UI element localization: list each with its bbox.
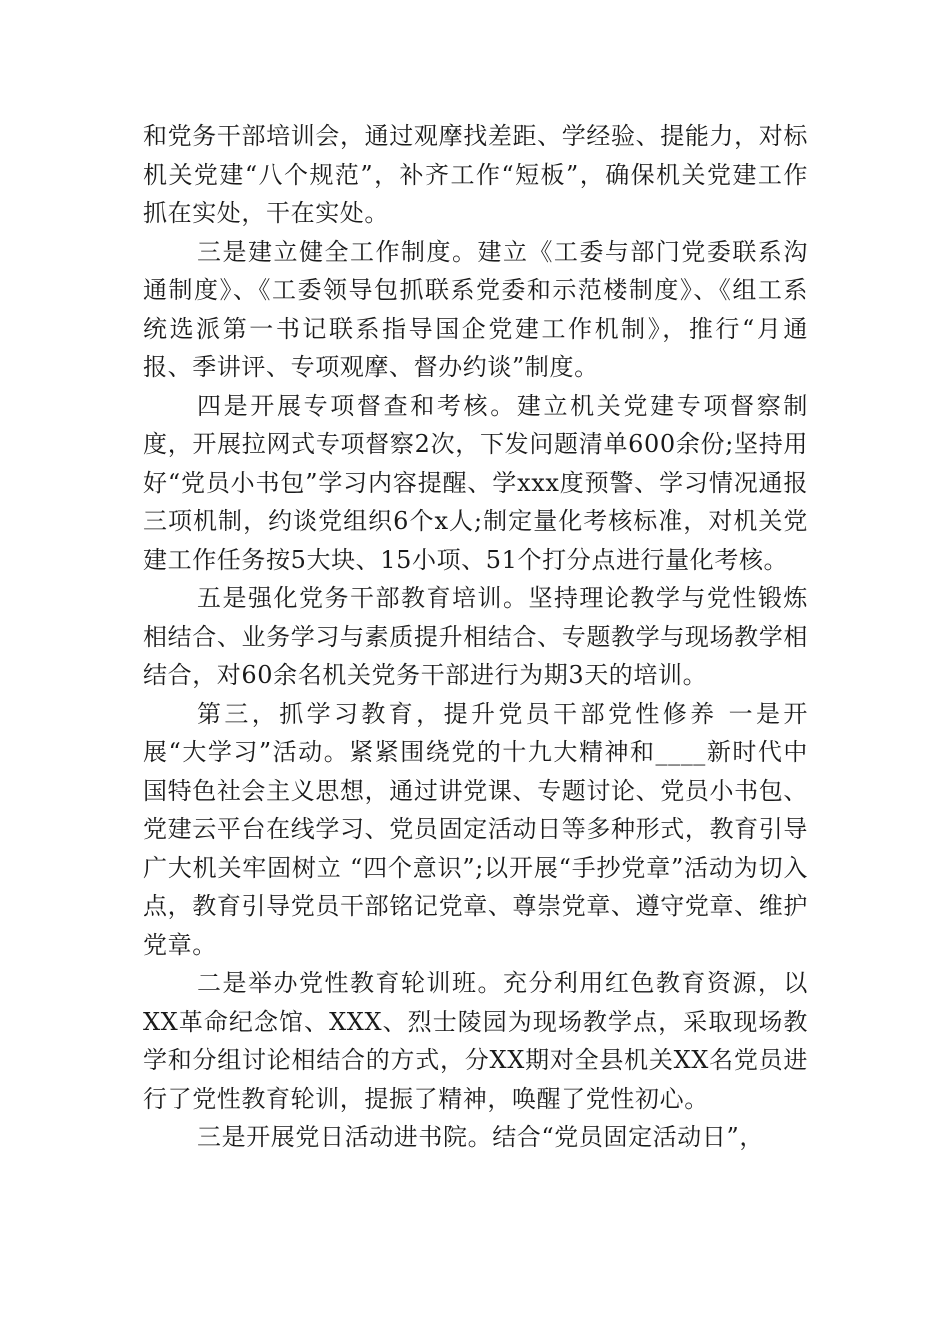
document-page (143, 117, 808, 1157)
paragraph-training-continuation: 和党务干部培训会，通过观摩找差距、学经验、提能力，对标机关党建“八个规范”，补齐工作“短板”，确保机关党建工作抓在实处，干在实处。 (143, 122, 808, 227)
paragraph-party-day: 三是开展党日活动进书院。结合“党员固定活动日”， (197, 1123, 764, 1151)
paragraph-work-system: 三是建立健全工作制度。建立《工委与部门党委联系沟通制度》、《工委领导包抓联系党委和示范楼制度》、《组工系统选派第一书记联系指导国企党建工作机制》，推行“月通报、季讲评、专项观摩、督办约谈”制度。 (143, 237, 808, 381)
paragraph-study-education: 第三，抓学习教育，提升党员干部党性修养 一是开展“大学习”活动。紧紧围绕党的十九大精神和____新时代中国特色社会主义思想，通过讲党课、专题讨论、党员小书包、党建云平台在线学习、党员固定活动日等多种形式，教育引导广大机关牢固树立 “四个意识”;以开展“手抄党章”活动为切入点，教育引导党员干部铭记党章、尊崇党章、遵守党章、维护党章。 (143, 699, 808, 959)
paragraph-party-class: 二是举办党性教育轮训班。充分利用红色教育资源，以XX革命纪念馆、XXX、烈士陵园为现场教学点，采取现场教学和分组讨论相结合的方式，分XX期对全县机关XX名党员进行了党性教育轮训，提振了精神，唤醒了党性初心。 (143, 969, 808, 1113)
paragraph-inspection-assessment: 四是开展专项督查和考核。建立机关党建专项督察制度，开展拉网式专项督察2次，下发问题清单600余份;坚持用好“党员小书包”学习内容提醒、学xxx度预警、学习情况通报三项机制，约谈党组织6个x人;制定量化考核标准，对机关党建工作任务按5大块、15小项、51个打分点进行量化考核。 (143, 391, 808, 574)
paragraph-cadre-training: 五是强化党务干部教育培训。坚持理论教学与党性锻炼相结合、业务学习与素质提升相结合、专题教学与现场教学相结合，对60余名机关党务干部进行为期3天的培训。 (143, 584, 808, 689)
